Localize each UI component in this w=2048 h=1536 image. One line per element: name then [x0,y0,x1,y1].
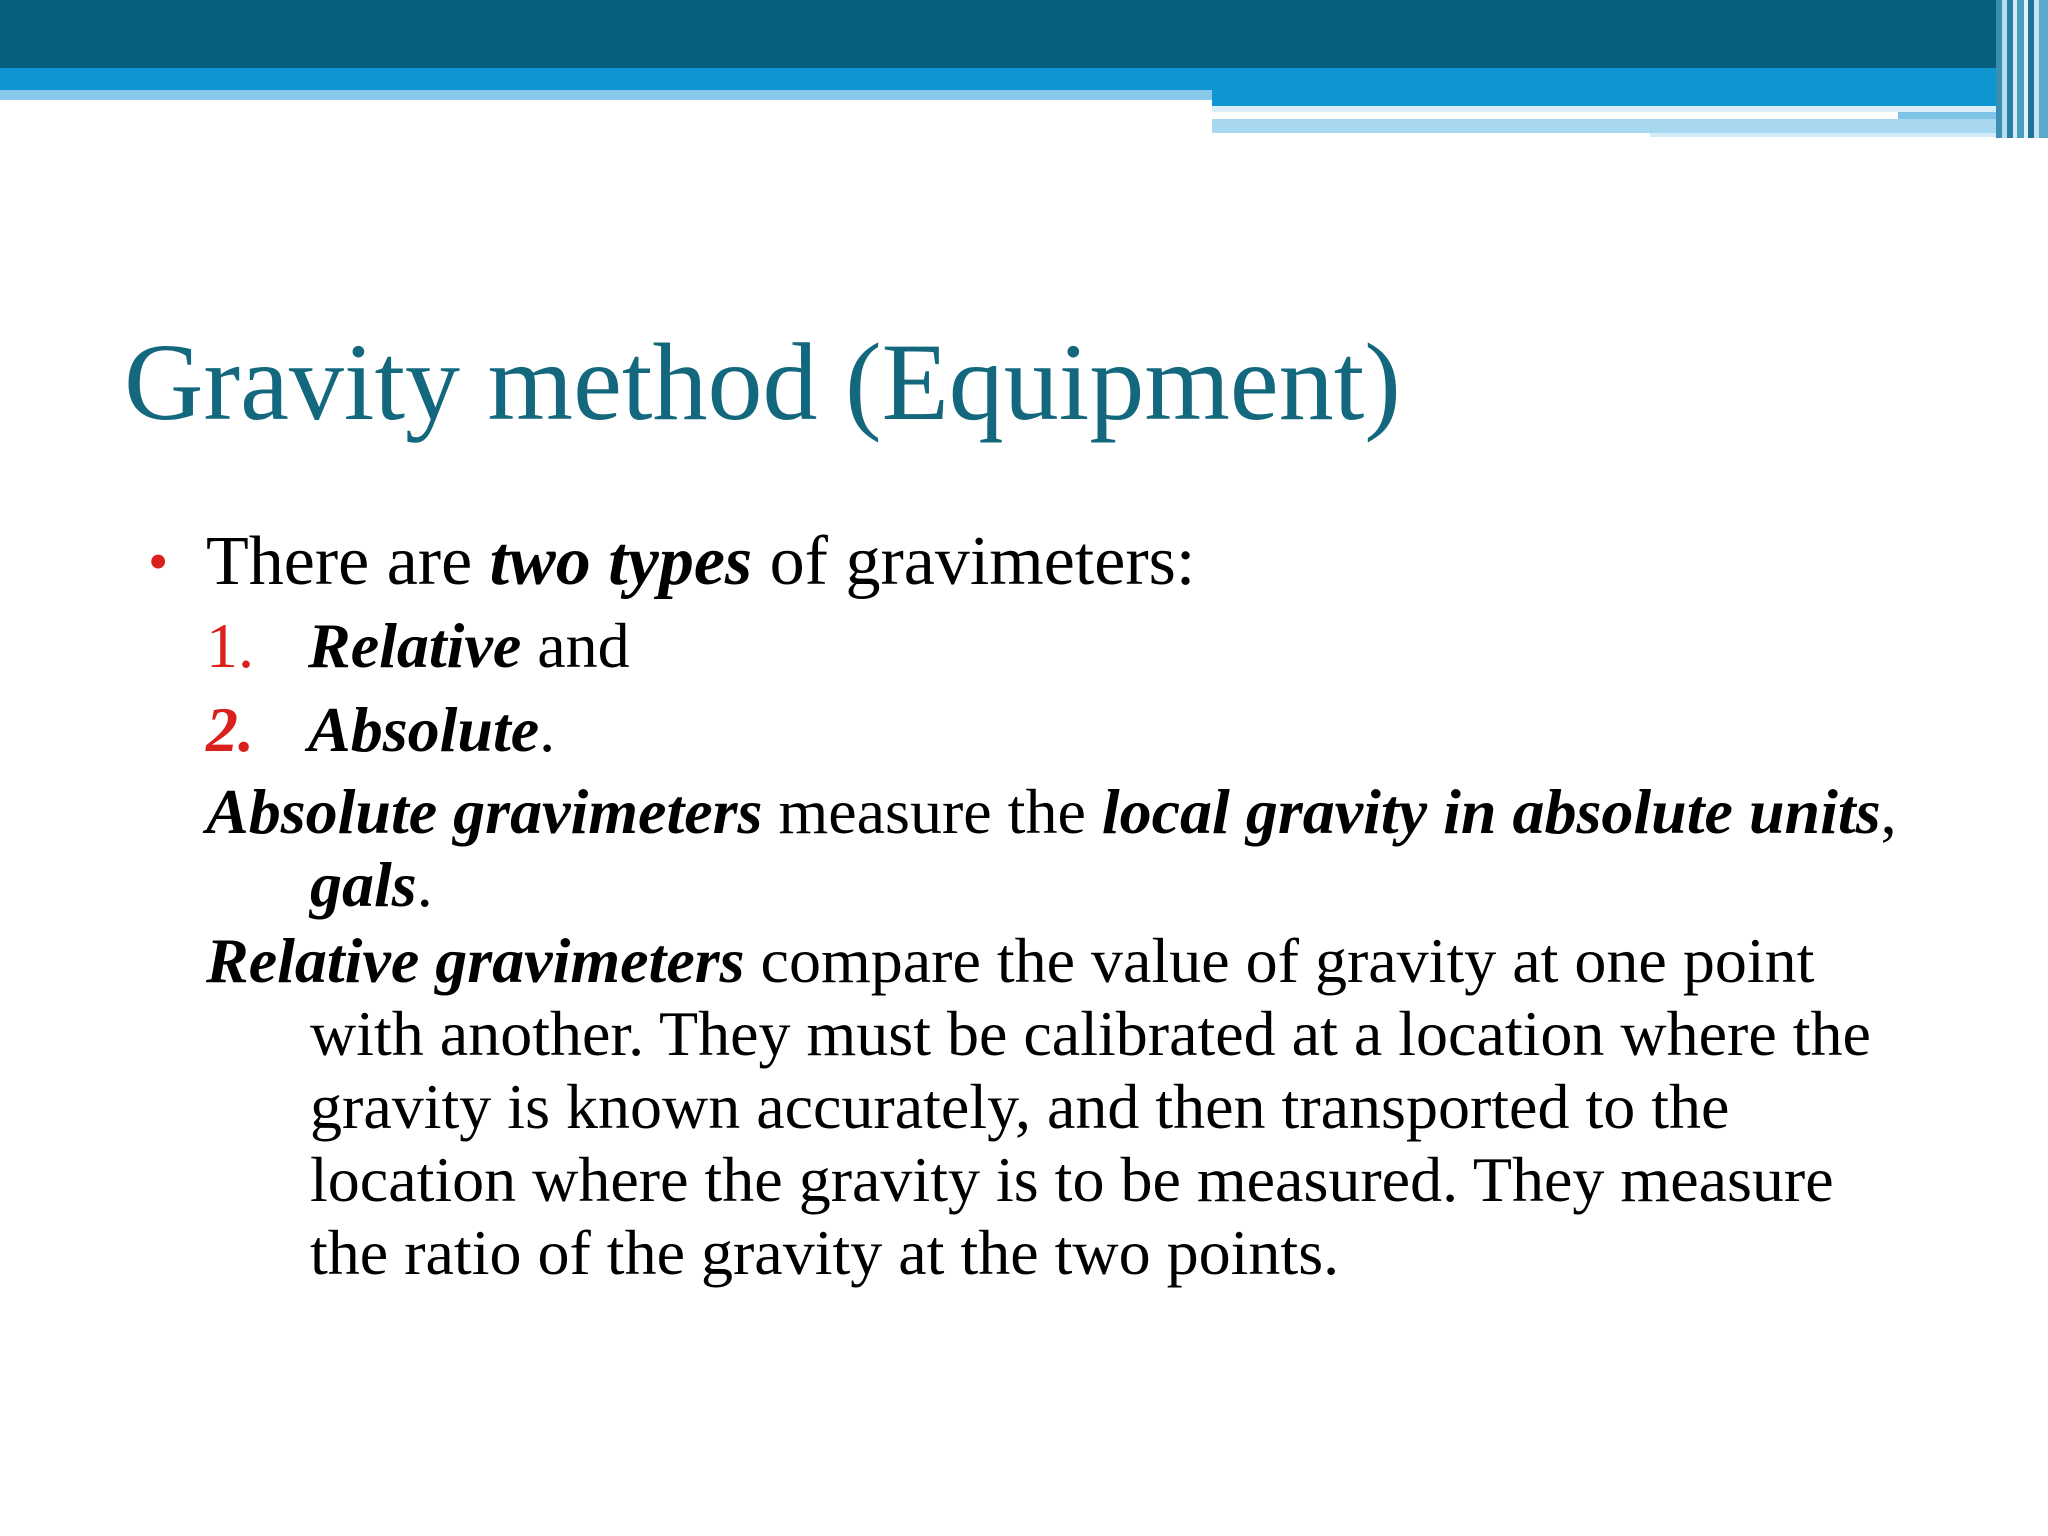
list-item-relative [148,604,1908,688]
intro-text-after: of gravimeters: [752,523,1196,600]
paragraph-absolute-gravimeters [148,775,1908,921]
header-bar-dark [0,0,2048,68]
intro-emphasis: two types [489,523,753,600]
absolute-emphasis-1: local gravity in absolute units [1101,776,1881,847]
list-item-absolute [148,688,1908,772]
header-bar-pale-wide [1212,119,2048,133]
header-bar-light-left [0,90,1212,100]
slide-title: Gravity method (Equipment) [124,321,1401,443]
header-bar-white-gap [1212,112,1898,119]
list-rest: . [539,694,556,765]
bullet-dot-icon: • [148,529,169,594]
header-bar-blue [0,68,2048,90]
header-bar-pale-thin [1650,133,2048,137]
absolute-term: Absolute gravimeters [206,776,763,847]
relative-text: compare the value of gravity at one point with another. They must be calibrated at a location where the gravity is known accurately, and then transported to the location where the gravity is to be measured. They measure the ratio of the gravity at the two points. [310,925,1871,1288]
list-rest: and [521,610,630,681]
absolute-separator: , [1880,776,1897,847]
absolute-emphasis-2: gals [310,849,417,920]
bullet-intro [148,520,1908,604]
list-number: 1. [206,610,254,681]
slide-body [148,520,1908,1289]
paragraph-relative-gravimeters [148,924,1908,1289]
list-term: Absolute [308,694,540,765]
absolute-mid: measure the [762,776,1102,847]
relative-term: Relative gravimeters [206,925,745,996]
absolute-end: . [416,849,433,920]
intro-text-before: There are [206,523,490,600]
list-number: 2. [206,694,254,765]
header-stripes [1996,0,2048,138]
list-term: Relative [308,610,522,681]
header-bar-light-right [1212,90,2048,106]
